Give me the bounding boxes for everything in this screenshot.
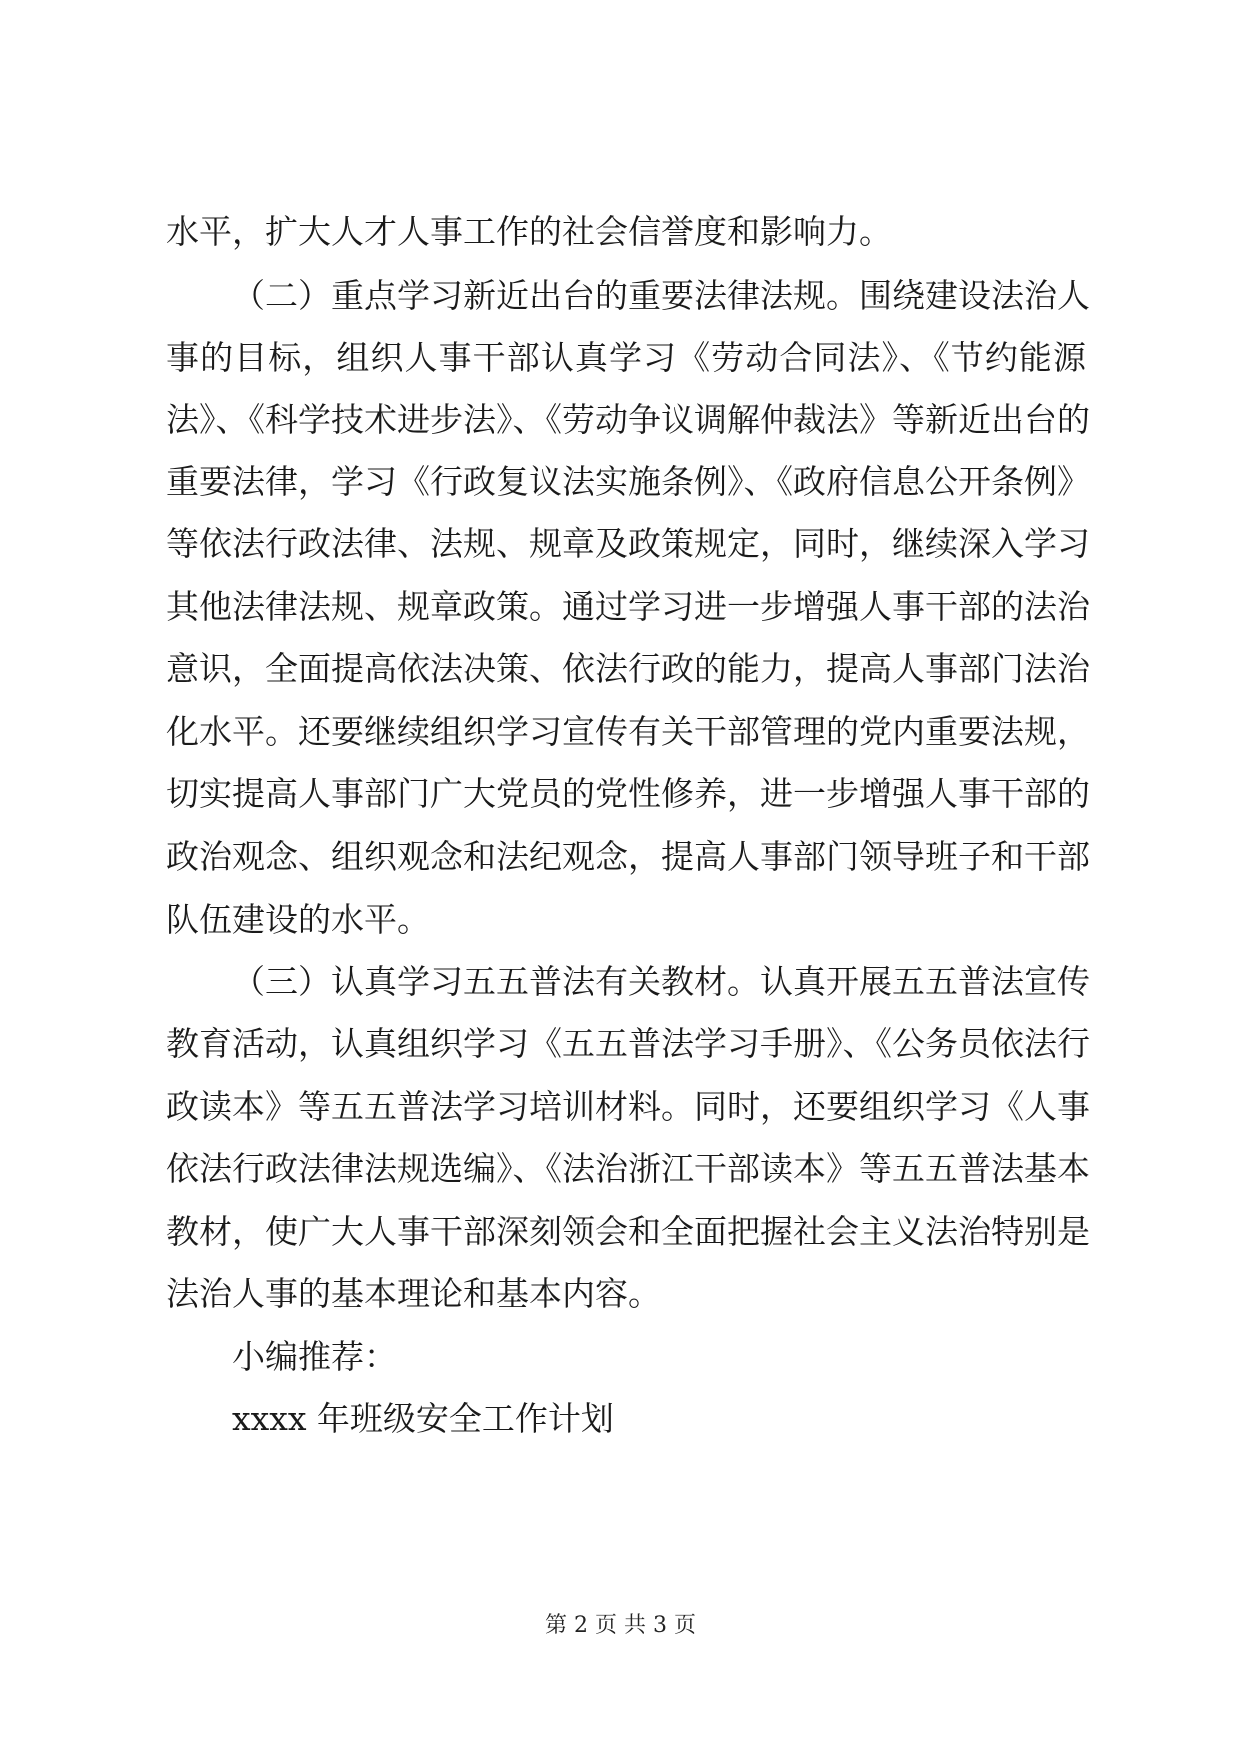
- paragraph-line: 法治人事的基本理论和基本内容。: [166, 1274, 661, 1313]
- paragraph-line: 教材，使广大人事干部深刻领会和全面把握社会主义法治特别是: [166, 1212, 1090, 1251]
- paragraph-line: 等依法行政法律、法规、规章及政策规定，同时，继续深入学习: [166, 524, 1090, 563]
- paragraph-line: 切实提高人事部门广大党员的党性修养，进一步增强人事干部的: [166, 774, 1090, 813]
- paragraph-line: 化水平。还要继续组织学习宣传有关干部管理的党内重要法规，: [166, 712, 1090, 751]
- recommend-link[interactable]: xxxx 年班级安全工作计划: [232, 1399, 614, 1438]
- paragraph-line: 重要法律，学习《行政复议法实施条例》、《政府信息公开条例》: [166, 462, 1090, 501]
- paragraph-line: 队伍建设的水平。: [166, 900, 430, 939]
- recommend-label: 小编推荐：: [232, 1337, 397, 1376]
- paragraph-line: 政读本》等五五普法学习培训材料。同时，还要组织学习《人事: [166, 1087, 1090, 1126]
- paragraph-line: 其他法律法规、规章政策。通过学习进一步增强人事干部的法治: [166, 587, 1090, 626]
- paragraph-line: 水平，扩大人才人事工作的社会信誉度和影响力。: [166, 212, 892, 251]
- paragraph-line: 事的目标，组织人事干部认真学习《劳动合同法》、《节约能源: [166, 338, 1086, 377]
- page-number-footer: 第 2 页 共 3 页: [545, 1613, 696, 1638]
- paragraph-line: （二）重点学习新近出台的重要法律法规。围绕建设法治人: [232, 276, 1090, 315]
- paragraph-line: （三）认真学习五五普法有关教材。认真开展五五普法宣传: [232, 962, 1090, 1001]
- paragraph-line: 依法行政法律法规选编》、《法治浙江干部读本》等五五普法基本: [166, 1149, 1090, 1188]
- paragraph-line: 意识，全面提高依法决策、依法行政的能力，提高人事部门法治: [166, 649, 1090, 688]
- paragraph-line: 教育活动，认真组织学习《五五普法学习手册》、《公务员依法行: [166, 1024, 1090, 1063]
- paragraph-line: 政治观念、组织观念和法纪观念，提高人事部门领导班子和干部: [166, 837, 1090, 876]
- paragraph-line: 法》、《科学技术进步法》、《劳动争议调解仲裁法》等新近出台的: [166, 400, 1090, 439]
